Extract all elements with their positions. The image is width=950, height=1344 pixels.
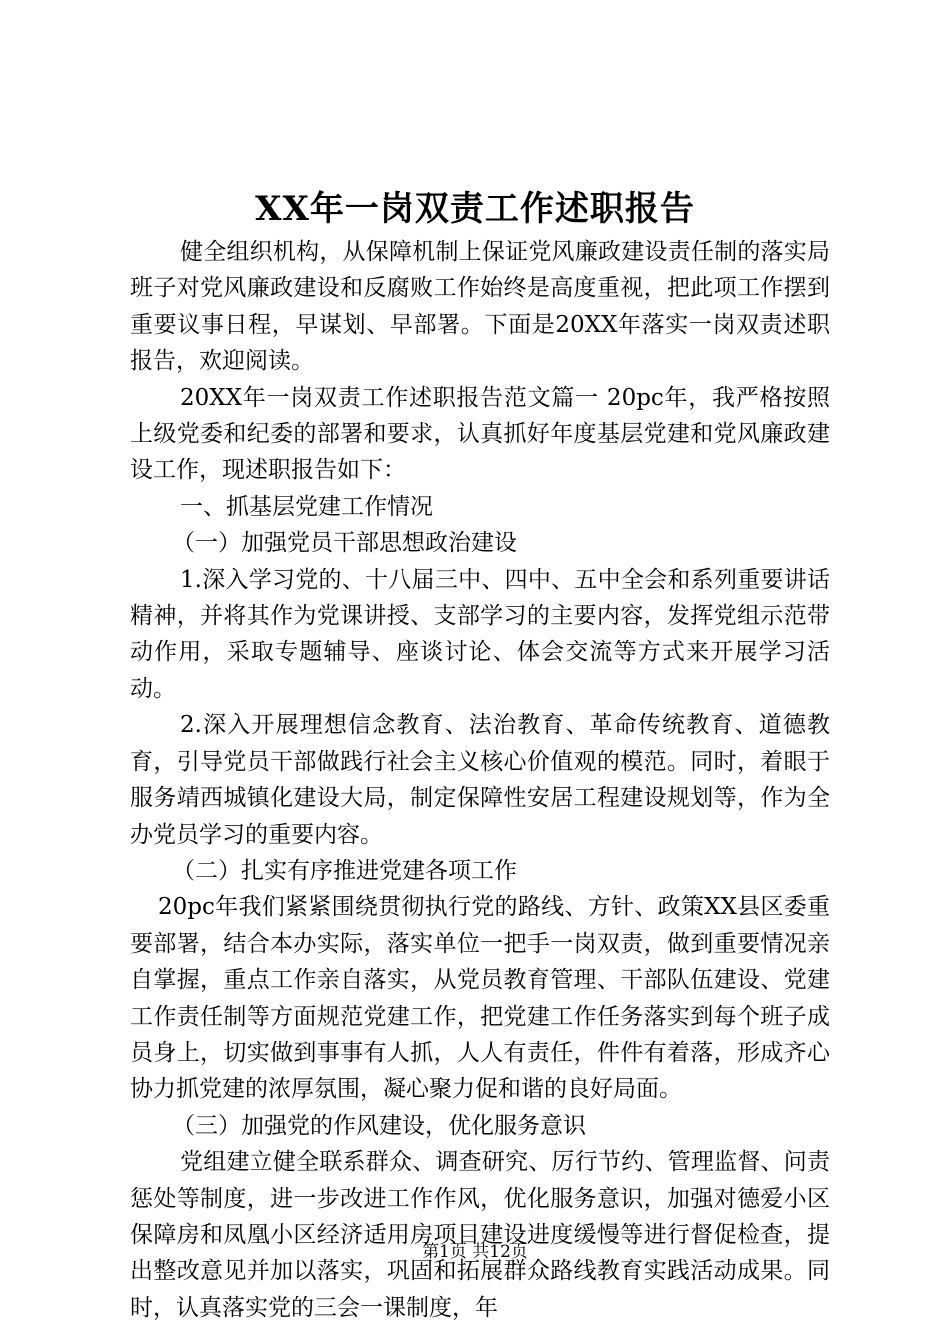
- paragraph-party-work: 20pc年我们紧紧围绕贯彻执行党的路线、方针、政策XX县区委重要部署，结合本办实际，落实单位一把手一岗双责，做到重要情况亲自掌握，重点工作亲自落实，从党员教育管理、干部队伍建设、党建工作责任制等方面规范党建工作，把党建工作任务落实到每个班子成员身上，切实做到事事有人抓，人人有责任，件件有着落，形成齐心协力抓党建的浓厚氛围，凝心聚力促和谐的良好局面。: [130, 894, 830, 1103]
- paragraph-style-building: 党组建立健全联系群众、调查研究、厉行节约、管理监督、问责惩处等制度，进一步改进工作作风，优化服务意识，加强对德爱小区保障房和凤凰小区经济适用房项目建设进度缓慢等进行督促检查，提出整改意见并加以落实，巩固和拓展群众路线教育实践活动成果。同时，认真落实党的三会一课制度，年: [130, 1149, 830, 1321]
- subsection-heading-1: （一）加强党员干部思想政治建设: [172, 530, 517, 557]
- document-title: XX年一岗双责工作述职报告: [255, 189, 695, 229]
- section-heading-1: 一、抓基层党建工作情况: [180, 493, 433, 520]
- paragraph-opening: 20XX年一岗双责工作述职报告范文篇一 20pc年，我严格按照上级党委和纪委的部署和要求，认真抓好年度基层党建和党风廉政建设工作，现述职报告如下：: [130, 384, 830, 484]
- paragraph-item-1: 1.深入学习党的、十八届三中、四中、五中全会和系列重要讲话精神，并将其作为党课讲授、支部学习的主要内容，发挥党组示范带动作用，采取专题辅导、座谈讨论、体会交流等方式来开展学习活动。: [130, 566, 830, 702]
- subsection-heading-3: （三）加强党的作风建设，优化服务意识: [172, 1112, 586, 1139]
- paragraph-intro: 健全组织机构，从保障机制上保证党风廉政建设责任制的落实局班子对党风廉政建设和反腐败工作始终是高度重视，把此项工作摆到重要议事日程，早谋划、早部署。下面是20XX年落实一岗双责述职报告，欢迎阅读。: [130, 239, 830, 375]
- paragraph-item-2: 2.深入开展理想信念教育、法治教育、革命传统教育、道德教育，引导党员干部做践行社会主义核心价值观的模范。同时，着眼于服务靖西城镇化建设大局，制定保障性安居工程建设规划等，作为全办党员学习的重要内容。: [130, 712, 830, 848]
- document-body: [130, 234, 830, 1326]
- subsection-heading-2: （二）扎实有序推进党建各项工作: [172, 857, 517, 884]
- page-number-footer: 第1页 共12页: [422, 1242, 528, 1262]
